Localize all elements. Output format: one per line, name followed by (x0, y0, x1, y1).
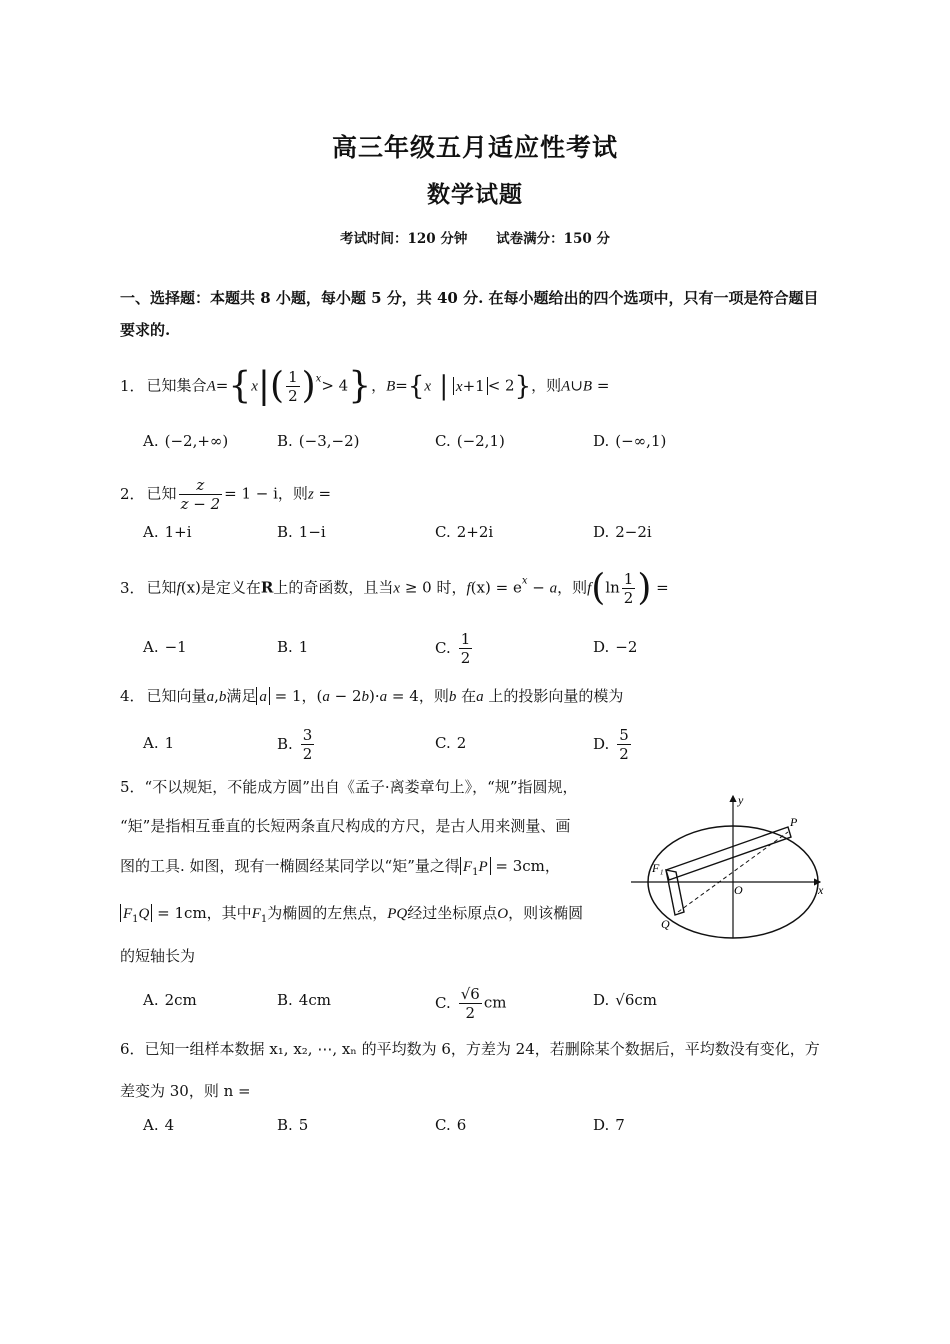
section-heading-line2: 要求的. (120, 321, 171, 339)
q1-var: B (582, 378, 593, 395)
q3-text: ，则 (557, 578, 588, 597)
q5-var: PQ (387, 906, 408, 922)
option-b (277, 523, 326, 541)
q3-var: a (549, 580, 558, 597)
q4-vector: a (379, 689, 388, 705)
section-heading (120, 282, 840, 346)
frac-den: 2 (623, 589, 634, 607)
question-6-line-2: 差变为 30，则 n = (120, 1082, 251, 1100)
option-text: √6cm (615, 991, 657, 1009)
brace-right: } (514, 371, 532, 402)
q4-text: 已知向量 (146, 687, 207, 705)
question-number: 6． (120, 1040, 145, 1058)
paren-left: ( (591, 567, 606, 609)
q5-text: = 1cm (152, 904, 207, 922)
question-number: 4． (120, 687, 145, 705)
exam-score: 试卷满分：150 分 (496, 231, 610, 247)
question-5-line-3: 图的工具. 如图，现有一椭圆经某同学以“矩”量之得 $F_1P = 3cm$， (120, 857, 560, 878)
question-3-stem (120, 567, 669, 609)
ellipse-figure (628, 790, 838, 940)
question-6-line-1 (120, 1038, 840, 1060)
option-label: D. (593, 734, 610, 753)
option-label: B. (277, 523, 293, 541)
option-text: (−2,+∞) (164, 432, 229, 450)
option-label: A. (143, 432, 159, 450)
q4-vector: b (218, 689, 227, 705)
question-2-stem (120, 476, 331, 513)
q1-exponent: x (315, 373, 322, 385)
frac-num: √6 (460, 985, 480, 1003)
frac-den: 2 (288, 387, 298, 405)
exam-meta (0, 227, 950, 247)
question-number: 1． (120, 376, 145, 395)
option-label: B. (277, 432, 293, 450)
question-3-options (143, 630, 783, 670)
question-1-options (143, 432, 783, 472)
option-d (593, 432, 666, 450)
option-text: (−∞,1) (615, 432, 667, 450)
option-d (593, 638, 637, 656)
q2-fraction (179, 476, 223, 513)
option-text: −2 (615, 638, 638, 656)
q3-var: x (393, 580, 401, 597)
q4-text: ，则 (418, 687, 449, 705)
frac-den: 2 (465, 1004, 476, 1022)
exam-subject: 数学试题 (427, 181, 523, 208)
frac-num: 1 (623, 570, 634, 588)
question-2-options (143, 523, 783, 563)
option-text: (−3,−2) (298, 432, 360, 450)
option-text: 2cm (164, 991, 197, 1009)
q4-vector: b (448, 689, 457, 705)
option-label: B. (277, 991, 293, 1009)
option-label: C. (435, 993, 451, 1012)
q3-exponent: x (521, 575, 528, 587)
option-text: 1−i (298, 523, 326, 541)
q3-text: 是定义在 (200, 578, 261, 597)
q5-text: 图的工具. 如图，现有一椭圆经某同学以“矩”量之得 (120, 857, 460, 875)
q5-text: “不以规矩，不能成方圆”出自《孟子·离娄章句上》，“规”指圆规， (144, 778, 578, 796)
q2-text: ，则 (277, 484, 308, 503)
option-c (435, 523, 493, 541)
option-label: D. (593, 991, 610, 1009)
q4-text: 上的投影向量的模为 (488, 687, 624, 705)
option-b (277, 991, 331, 1009)
q1-text: 已知集合 (146, 376, 207, 395)
question-6-options (143, 1116, 783, 1156)
q4-text: = 1， (269, 687, 317, 705)
q5-text: ，其中 (206, 904, 252, 922)
paren-right: ) (301, 365, 316, 407)
q4-text: 在 (461, 687, 477, 705)
q4-text: = 4 (387, 687, 419, 705)
q2-var: z (307, 486, 314, 503)
frac-den: 2 (460, 649, 471, 667)
point-q-label: Q (661, 917, 670, 931)
q4-text: 满足 (226, 687, 257, 705)
option-label: A. (143, 1116, 159, 1134)
q1-fraction (286, 368, 300, 405)
q5-text: 经过坐标原点 (407, 904, 498, 922)
option-label: B. (277, 734, 293, 753)
q5-sub: 1 (260, 914, 268, 925)
question-number: 3． (120, 578, 145, 597)
brace-left: { (407, 371, 425, 402)
option-a (143, 523, 192, 541)
option-fraction (617, 726, 631, 763)
q3-reals: R (260, 578, 274, 597)
q5-text: = 3cm (490, 857, 545, 875)
question-5-line-1 (120, 776, 600, 798)
option-label: A. (143, 638, 159, 656)
option-label: D. (593, 1116, 610, 1134)
frac-num: 5 (619, 726, 629, 744)
paren-left: ( (270, 365, 285, 407)
q4-text: ( (316, 687, 323, 705)
brace-right: } (348, 365, 372, 407)
q1-var: x (251, 378, 258, 395)
option-label: A. (143, 523, 159, 541)
option-b (277, 1116, 308, 1134)
question-5-line-2: “矩”是指相互垂直的长短两条直尺构成的方尺，是古人用来测量、画 (120, 817, 571, 835)
q3-fraction (622, 570, 636, 607)
frac-num: 1 (288, 368, 298, 386)
option-text: −1 (164, 638, 187, 656)
q6-text: 已知一组样本数据 x₁, x₂, ⋯, xₙ 的平均数为 6，方差为 24，若删除某个数据后，平均数没有变化，方 (144, 1040, 820, 1058)
q3-var: f (466, 580, 471, 597)
q2-text: = 1 − i (224, 484, 278, 503)
option-c (435, 734, 466, 752)
focus-f1-label: F₁ (652, 861, 664, 875)
q5-text: 为椭圆的左焦点， (267, 904, 388, 922)
option-text: 6 (456, 1116, 467, 1134)
option-c (435, 1116, 466, 1134)
q3-text: − (527, 578, 550, 597)
option-text: 1 (164, 734, 175, 752)
option-unit: cm (483, 993, 507, 1012)
q3-text: ln (605, 578, 620, 597)
option-label: C. (435, 432, 451, 450)
x-axis-label: x (818, 883, 824, 897)
option-text: (−2,1) (456, 432, 505, 450)
frac-num: z (179, 476, 223, 495)
option-a (143, 991, 197, 1009)
q1-var: x (455, 378, 463, 395)
option-label: C. (435, 523, 451, 541)
option-c (435, 432, 505, 450)
option-label: B. (277, 1116, 293, 1134)
q4-text: )· (369, 687, 380, 705)
q1-text: = (215, 376, 229, 395)
q4-abs (256, 687, 270, 705)
q3-text: = (651, 578, 669, 597)
q3-var: f (587, 580, 592, 597)
question-number: 2． (120, 484, 145, 503)
option-label: A. (143, 734, 159, 752)
q4-text: , (214, 687, 219, 705)
q4-vector: b (361, 689, 370, 705)
option-text: 4 (164, 1116, 175, 1134)
q4-text: − 2 (329, 687, 362, 705)
exam-time: 考试时间：120 分钟 (340, 231, 468, 247)
q1-text: ，则 (531, 376, 562, 395)
q1-text: < 2 (487, 376, 515, 395)
option-text: 4cm (298, 991, 331, 1009)
question-5-line-5: 的短轴长为 (120, 947, 196, 965)
option-label: C. (435, 1116, 451, 1134)
option-d (593, 991, 657, 1009)
q3-text: 已知 (146, 578, 177, 597)
q5-var: F (462, 859, 473, 875)
option-a (143, 1116, 174, 1134)
q5-sub: 1 (132, 914, 139, 925)
option-text: 1 (298, 638, 309, 656)
long-ruler (666, 827, 791, 880)
q3-text: ≥ 0 时， (400, 578, 467, 597)
option-d (593, 1116, 625, 1134)
q1-var: B (386, 378, 396, 395)
q1-text: ， (371, 376, 387, 395)
q4-vector: a (259, 689, 267, 705)
section-heading-line1: 一、选择题：本题共 8 小题，每小题 5 分，共 40 分. 在每小题给出的四个选项中，只有一项是符合题目 (120, 289, 819, 307)
q3-text: (x) (470, 578, 491, 597)
q4-vector: a (206, 689, 215, 705)
q1-text: = (592, 376, 610, 395)
q3-text: (x) (180, 578, 201, 597)
option-label: B. (277, 638, 293, 656)
option-label: D. (593, 638, 610, 656)
q1-var: A (206, 378, 216, 395)
option-fraction (301, 726, 315, 763)
bar: | (257, 365, 271, 407)
question-4-options (143, 726, 783, 766)
y-axis-label: y (738, 793, 744, 807)
frac-den: 2 (619, 745, 629, 763)
option-a (143, 734, 174, 752)
q4-vector: a (476, 689, 484, 705)
option-text: 2+2i (456, 523, 494, 541)
option-text: 2 (456, 734, 467, 752)
q5-var: O (497, 906, 509, 922)
q3-text: 上的奇函数，且当 (273, 578, 394, 597)
option-label: A. (143, 991, 159, 1009)
option-d (593, 523, 652, 541)
q5-abs (460, 857, 491, 878)
option-d (593, 726, 633, 763)
point-p-label: P (790, 815, 798, 829)
question-5-options (143, 985, 783, 1025)
option-c (435, 985, 506, 1022)
q5-abs (120, 904, 152, 925)
option-label: C. (435, 734, 451, 752)
paren-right: ) (637, 567, 652, 609)
q3-text: = e (490, 578, 522, 597)
q2-text: = (313, 484, 332, 503)
question-number: 5． (120, 778, 145, 796)
frac-num: 1 (460, 630, 471, 648)
option-a (143, 432, 228, 450)
q1-text: ∪ (570, 376, 583, 395)
option-a (143, 638, 187, 656)
q1-text: = (395, 376, 408, 395)
q1-var: A (561, 378, 571, 395)
option-b (277, 432, 360, 450)
option-text: 5 (298, 1116, 309, 1134)
q5-sub: 1 (472, 867, 479, 878)
question-5-line-4 (120, 902, 600, 931)
option-fraction (459, 630, 473, 667)
option-label: C. (435, 638, 451, 657)
q1-text: +1 (462, 376, 485, 395)
q5-var: F (123, 906, 133, 922)
frac-num: 3 (302, 726, 313, 744)
q1-text: > 4 (321, 376, 349, 395)
q5-var: P (478, 859, 488, 875)
option-b (277, 726, 316, 763)
q2-text: 已知 (146, 484, 177, 503)
frac-den: 2 (302, 745, 313, 763)
frac-den: z − 2 (180, 495, 221, 513)
q1-abs (453, 377, 488, 395)
q1-var: x (424, 378, 432, 395)
brace-left: { (228, 365, 252, 407)
bar: | (431, 371, 449, 402)
option-b (277, 638, 308, 656)
origin-label: O (734, 883, 743, 897)
q3-var: f (176, 580, 181, 597)
option-text: 2−2i (615, 523, 652, 541)
q5-var: Q (138, 906, 150, 922)
option-text: 7 (615, 1116, 625, 1134)
option-label: D. (593, 523, 610, 541)
exam-title: 高三年级五月适应性考试 (331, 133, 618, 162)
q5-var: F (251, 906, 261, 922)
option-c (435, 630, 474, 667)
option-label: D. (593, 432, 610, 450)
q4-vector: a (322, 689, 330, 705)
question-4-stem (120, 685, 623, 708)
option-text: 1+i (164, 523, 192, 541)
option-fraction (459, 985, 482, 1022)
question-1-stem (120, 365, 610, 407)
q5-text: ，则该椭圆 (508, 904, 584, 922)
